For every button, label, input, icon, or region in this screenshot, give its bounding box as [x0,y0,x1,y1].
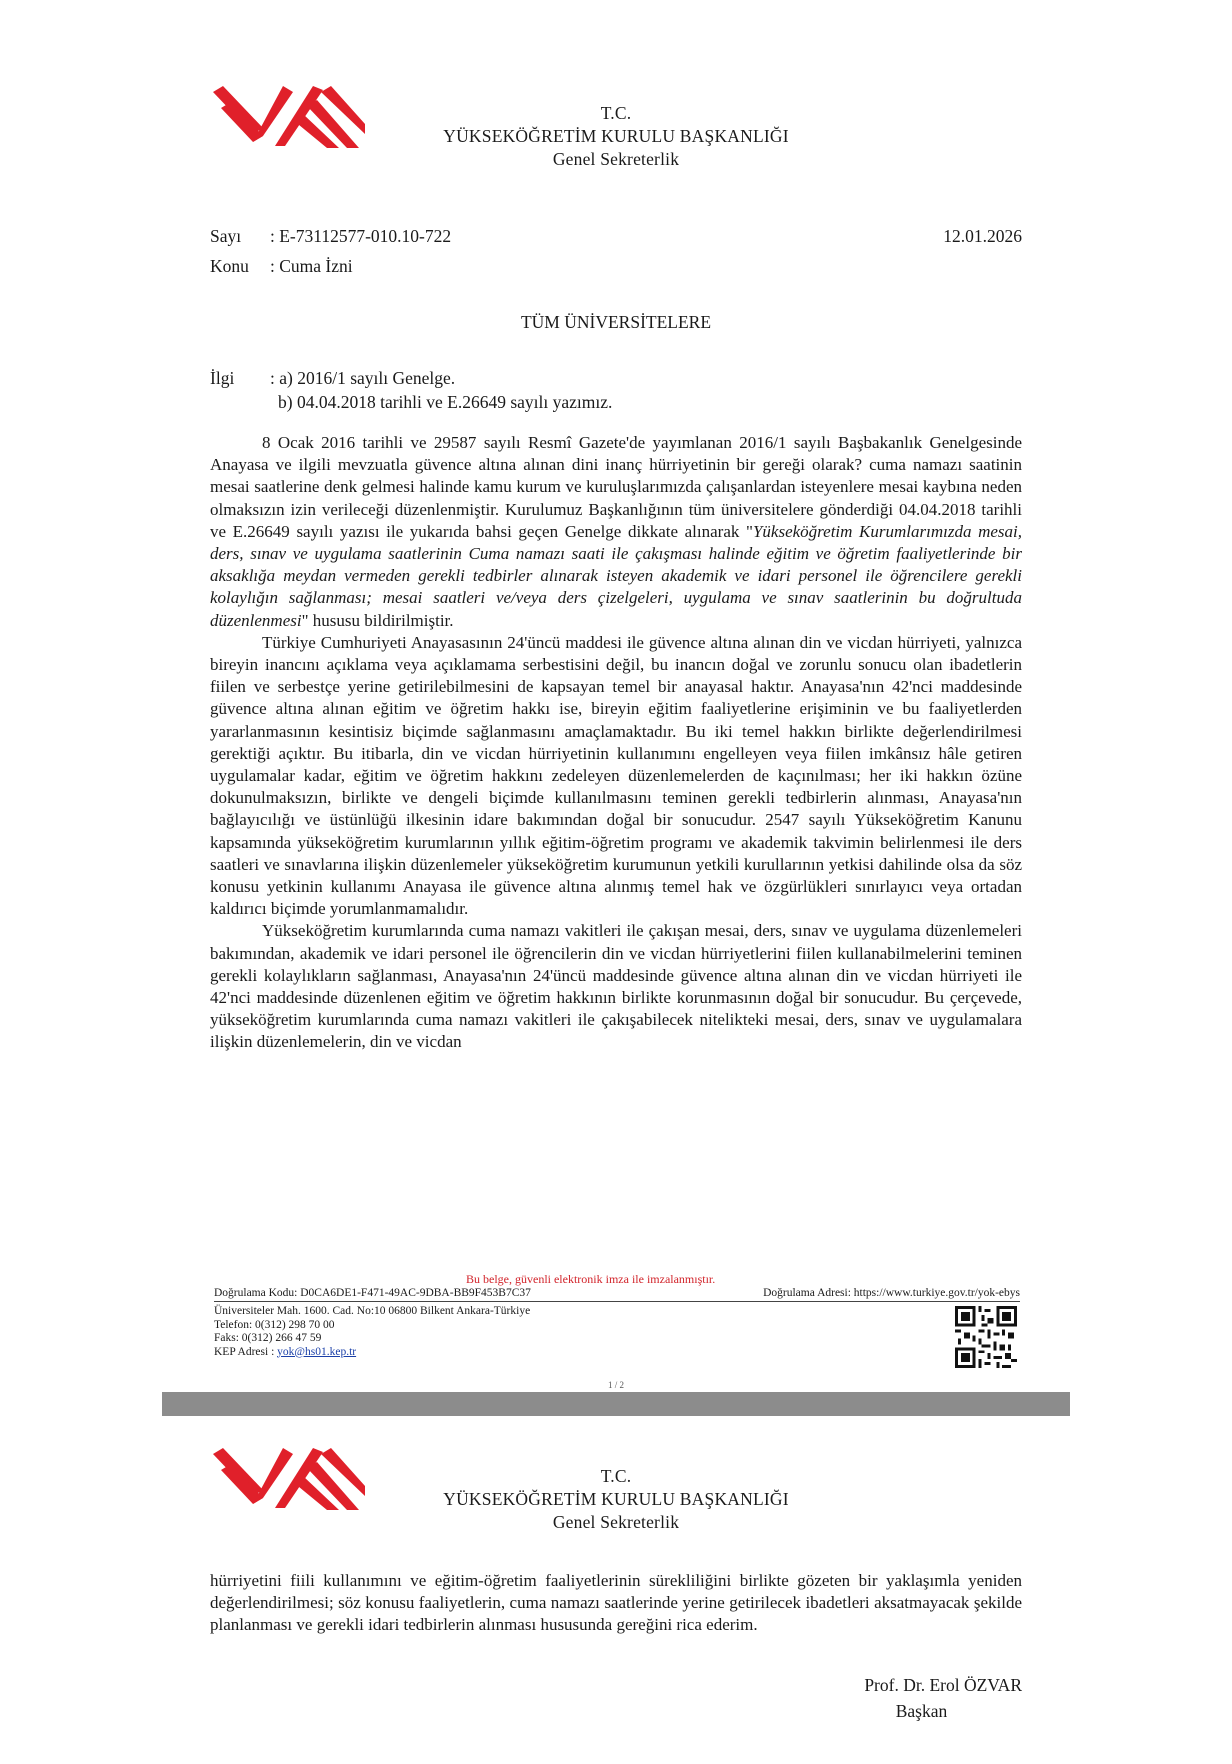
kep-link[interactable]: yok@hs01.kep.tr [277,1345,357,1358]
konu-label: Konu [210,256,249,276]
paragraph-3: Yükseköğretim kurumlarında cuma namazı vakitleri ile çakışan mesai, ders, sınav ve uygulama düzenlemeleri bakımından, akademik ve idari personel ile öğrencilerin din ve vicdan hürriyetlerini fiilen kullanabilmelerini teminen gerekli kolaylıkların sağlanması, Anayasa'nın 24'üncü maddesinde güvence altına alınan din ve vicdan hürriyeti ile 42'nci maddesinde düzenlenen eğitim ve öğretim hakkının birlikte korunmasının doğal bir sonucudur. Bu çerçevede, yükseköğretim kurumlarında cuma namazı vakitleri ile çakışabilecek nitelikteki mesai, ders, sınav ve uygulamalara ilişkin düzenlemelerin, din ve vicdan [210,921,1022,1052]
yok-logo [213,1448,365,1510]
sayi-label: Sayı [210,226,242,246]
letterhead-department: Genel Sekreterlik [552,149,680,169]
paragraph-2: Türkiye Cumhuriyeti Anayasasının 24'üncü maddesi ile güvence altına alınan din ve vicdan hürriyeti, yalnızca bireyin inancını açıklama veya açıklamama serbestisini değil, bu inancın doğal ve zorunlu sonucu olan ibadetlerin fiilen ve serbestçe yerine getirilebilmesini de kapsayan temel bir anayasal haktır. Anayasa'nın 42'nci maddesinde güvence altına alınan eğitim ve öğretim hakkı ise, bireyin eğitim faaliyetlerine erişiminin ve bu faaliyetlerden yararlanmasının kesintisiz biçimde sağlanmasını amaçlamaktadır. Bu iki temel hakkın birlikte değerlendirilmesi gerektiği açıktır. Bu itibarla, din ve vicdan hürriyetinin kullanımını engelleyen veya fiilen imkânsız hâle getiren uygulamalar kadar, eğitim ve öğretim hakkını zedeleyen düzenlemelerden de kaçınılması; her iki hakkın özüne dokunulmaksızın, birlikte ve dengeli biçimde kullanılmasını teminen gerekli tedbirlerin alınması, Anayasa'nın bağlayıcılığı ve üstünlüğü ilkesinin idare bakımından doğal bir sonucudur. 2547 sayılı Yükseköğretim Kanunu kapsamında yükseköğretim kurumlarının yıllık eğitim-öğretim programı ve akademik takvimin belirlenmesi ile ders saatleri ve sınavlarına ilişkin düzenlemeler yükseköğretim kurumunun yetkili kurullarının yetkisi dahilinde olsa da söz konusu yetkinin kullanımı Anayasa ile güvence altına alınmış temel hak ve özgürlükleri sınırlayıcı veya ortadan kaldırıcı biçimde yorumlanmamalıdır. [210,632,1022,919]
esign-notice: Bu belge, güvenli elektronik imza ile imzalanmıştır. [466,1272,716,1286]
letterhead-department: Genel Sekreterlik [552,1512,680,1532]
footer-contact [214,1305,530,1359]
yok-logo [213,86,365,148]
page-number: 1 / 2 [607,1380,624,1390]
footer-phone: Telefon: 0(312) 298 70 00 [214,1318,335,1331]
signature-title: Başkan [895,1701,948,1721]
verification-code: Doğrulama Kodu: D0CA6DE1-F471-49AC-9DBA-BB9F453B7C37 [214,1287,531,1299]
paragraph-1-end: " hususu bildirilmiştir. [301,610,454,630]
continuation-text [210,1570,1022,1637]
recipient: TÜM ÜNİVERSİTELERE [520,312,712,332]
konu-value: : Cuma İzni [270,256,353,276]
document-date: 12.01.2026 [943,226,1022,246]
letterhead-institution: YÜKSEKÖĞRETİM KURULU BAŞKANLIĞI [443,126,789,146]
letterhead-institution: YÜKSEKÖĞRETİM KURULU BAŞKANLIĞI [443,1489,789,1509]
paragraph-1 [210,432,1022,632]
page-separator [162,1392,1070,1416]
letterhead-tc: T.C. [600,103,632,123]
ilgi-line-b: b) 04.04.2018 tarihli ve E.26649 sayılı yazımız. [278,392,613,412]
footer-kep [214,1346,530,1360]
ilgi-line-a: : a) 2016/1 sayılı Genelge. [270,368,456,388]
verification-address: Doğrulama Adresi: https://www.turkiye.gov.tr/yok-ebys [763,1287,1020,1299]
paragraph-continuation: hürriyetini fiili kullanımını ve eğitim-öğretim faaliyetlerinin sürekliliğini birlikte gözeten bir yaklaşımla yeniden değerlendirilmesi; söz konusu faaliyetlerin, cuma namazı saatlerinde yerine getirilecek ibadetleri aksatmayacak şekilde planlanması ve gerekli idari tedbirlerin alınması hususunda gereğini rica ederim. [210,1571,1022,1635]
letterhead [416,102,816,171]
paragraph-1-text: 8 Ocak 2016 tarihli ve 29587 sayılı Resmî Gazete'de yayımlanan 2016/1 sayılı Başbakanlık Genelgesinde Anayasa ve ilgili mevzuatla güvence altına alınan dini inanç hürriyetinin bir gereği olarak? cuma namazı saatinin mesai saatlerine denk gelmesi halinde kamu kurum ve kuruluşlarımızda çalışanlardan isteyenlere mesai kaybına neden olmaksızın izin verileceği düzenlenmiştir. Kurulumuz Başkanlığının tüm üniversitelere gönderdiği 04.04.2018 tarihli ve E.26649 sayılı yazısı ile yukarıda bahsi geçen Genelge dikkate alınarak " [210,433,1022,541]
letter-body [210,432,1022,1054]
qr-code-icon [955,1306,1017,1368]
ilgi-label: İlgi [210,368,235,388]
signature-name: Prof. Dr. Erol ÖZVAR [864,1675,1022,1695]
paragraph-1-quote: Yükseköğretim Kurumlarımızda mesai, ders, sınav ve uygulama saatlerinin Cuma namazı saati ile çakışması halinde eğitim ve öğretim faaliyetlerinde bir aksaklığa meydan vermeden gerekli tedbirler alınarak isteyen akademik ve idari personel ile öğrencilere gerekli kolaylığın sağlanması; mesai saatleri ve/veya ders çizelgeleri, uygulama ve sınav saatlerinin bu doğrultuda düzenlenmesi [210,521,1022,630]
kep-label: KEP Adresi : [214,1345,278,1358]
letterhead-tc: T.C. [600,1466,632,1486]
footer-address: Üniversiteler Mah. 1600. Cad. No:10 06800 Bilkent Ankara-Türkiye [214,1305,531,1317]
letterhead-page-2 [416,1465,816,1534]
sayi-value: : E-73112577-010.10-722 [270,226,452,246]
footer-rule [214,1301,1020,1302]
footer-fax: Faks: 0(312) 266 47 59 [214,1332,322,1344]
